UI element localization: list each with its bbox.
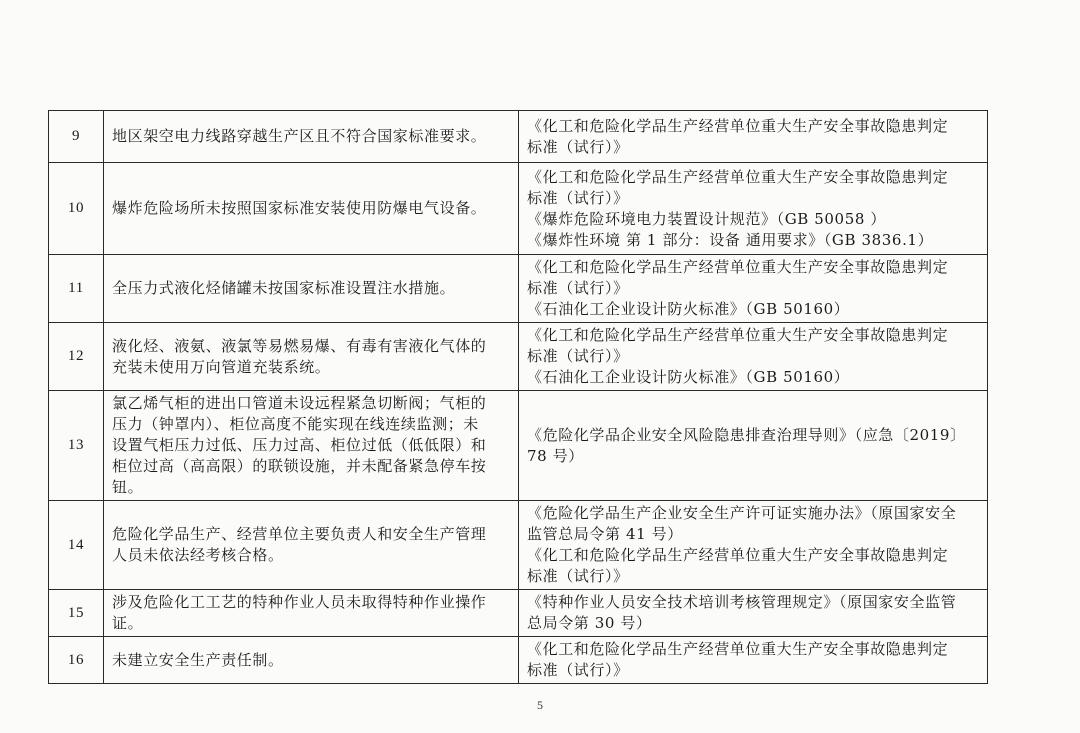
basis-line: 《爆炸性环境 第 1 部分：设备 通用要求》（GB 3836.1） — [527, 230, 934, 249]
hazard-description — [104, 255, 519, 323]
regulatory-basis — [519, 637, 988, 684]
page-number: 5 — [537, 698, 543, 712]
description-line: 人员未依法经考核合格。 — [112, 546, 284, 564]
table-row — [49, 255, 988, 323]
basis-line: 《化工和危险化学品生产经营单位重大生产安全事故隐患判定 — [527, 167, 949, 186]
description-line: 未建立安全生产责任制。 — [112, 650, 284, 669]
description-line: 地区架空电力线路穿越生产区且不符合国家标准要求。 — [112, 127, 487, 145]
row-number: 9 — [49, 111, 104, 163]
basis-line: 标准（试行）》 — [527, 137, 629, 156]
row-number: 16 — [49, 637, 104, 684]
basis-line: 《石油化工企业设计防火标准》（GB 50160） — [527, 368, 850, 386]
description-line: 充装未使用万向管道充装系统。 — [112, 357, 331, 376]
regulatory-basis — [519, 163, 988, 255]
hazard-description — [104, 163, 519, 255]
description-line: 钮。 — [112, 478, 144, 496]
hazard-table — [48, 110, 988, 684]
regulatory-basis — [519, 255, 988, 323]
basis-line: 《危险化学品生产企业安全生产许可证实施办法》（原国家安全 — [527, 504, 957, 522]
regulatory-basis — [519, 323, 988, 391]
row-number: 11 — [49, 255, 104, 323]
basis-line: 《化工和危险化学品生产经营单位重大生产安全事故隐患判定 — [527, 546, 949, 564]
regulatory-basis — [519, 501, 988, 590]
row-number: 15 — [49, 590, 104, 637]
basis-line: 标准（试行）》 — [527, 188, 629, 207]
description-line: 液化烃、液氨、液氯等易燃易爆、有毒有害液化气体的 — [112, 336, 487, 355]
description-line: 柜位过高（高高限）的联锁设施，并未配备紧急停车按 — [112, 457, 487, 475]
row-number: 12 — [49, 323, 104, 391]
basis-line: 78 号） — [527, 446, 584, 465]
hazard-description — [104, 501, 519, 590]
basis-line: 监管总局令第 41 号） — [527, 525, 683, 543]
description-line: 压力（钟罩内）、柜位高度不能实现在线连续监测；未 — [112, 415, 479, 433]
regulatory-basis — [519, 391, 988, 501]
basis-line: 《化工和危险化学品生产经营单位重大生产安全事故隐患判定 — [527, 116, 949, 135]
description-line: 爆炸危险场所未按照国家标准安装使用防爆电气设备。 — [112, 199, 487, 217]
basis-line: 《特种作业人员安全技术培训考核管理规定》（原国家安全监管 — [527, 593, 957, 611]
description-line: 设置气柜压力过低、压力过高、柜位过低（低低限）和 — [112, 436, 487, 454]
basis-line: 《化工和危险化学品生产经营单位重大生产安全事故隐患判定 — [527, 258, 949, 276]
description-line: 涉及危险化工工艺的特种作业人员未取得特种作业操作 — [112, 593, 487, 611]
table-row — [49, 323, 988, 391]
row-number: 10 — [49, 163, 104, 255]
hazard-description — [104, 637, 519, 684]
basis-line: 《危险化学品企业安全风险隐患排查治理导则》（应急〔2019〕 — [527, 425, 966, 444]
table-row — [49, 111, 988, 163]
basis-line: 标准（试行）》 — [527, 279, 629, 297]
basis-line: 《化工和危险化学品生产经营单位重大生产安全事故隐患判定 — [527, 640, 949, 658]
basis-line: 标准（试行）》 — [527, 567, 629, 585]
table-row — [49, 501, 988, 590]
table-row — [49, 590, 988, 637]
basis-line: 《爆炸危险环境电力装置设计规范》（GB 50058 ） — [527, 209, 886, 228]
table-row — [49, 163, 988, 255]
hazard-description — [104, 391, 519, 501]
hazard-description — [104, 323, 519, 391]
basis-line: 《化工和危险化学品生产经营单位重大生产安全事故隐患判定 — [527, 326, 949, 344]
description-line: 危险化学品生产、经营单位主要负责人和安全生产管理 — [112, 525, 487, 543]
basis-line: 标准（试行）》 — [527, 347, 629, 365]
hazard-description — [104, 590, 519, 637]
table-row — [49, 637, 988, 684]
row-number: 14 — [49, 501, 104, 590]
basis-line: 标准（试行）》 — [527, 661, 629, 679]
regulatory-basis — [519, 590, 988, 637]
basis-line: 《石油化工企业设计防火标准》（GB 50160） — [527, 300, 850, 318]
basis-line: 总局令第 30 号） — [527, 614, 652, 632]
regulatory-basis — [519, 111, 988, 163]
description-line: 氯乙烯气柜的进出口管道未设远程紧急切断阀；气柜的 — [112, 394, 487, 412]
table-body — [49, 111, 988, 684]
row-number: 13 — [49, 391, 104, 501]
hazard-description — [104, 111, 519, 163]
table-row — [49, 391, 988, 501]
description-line: 全压力式液化烃储罐未按国家标准设置注水措施。 — [112, 279, 456, 297]
description-line: 证。 — [112, 614, 144, 632]
